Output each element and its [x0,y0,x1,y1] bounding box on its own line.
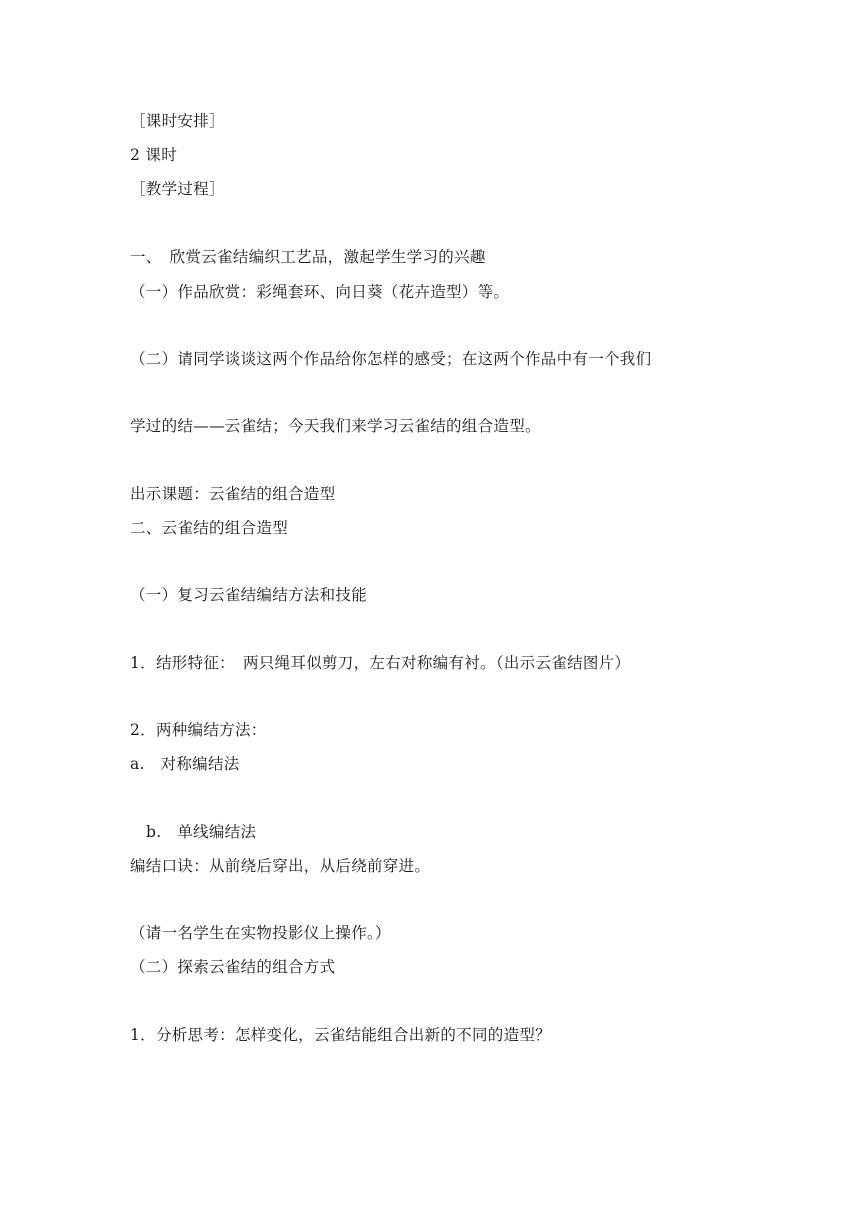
method-b-item: b. 单线编结法 [146,823,257,841]
class-hours-text: 2 课时 [130,146,177,164]
student-operation-note: （请一名学生在实物投影仪上操作。） [130,924,391,942]
part-two-heading: 二、云雀结的组合造型 [130,519,289,537]
analysis-question: 1．分析思考：怎样变化，云雀结能组合出新的不同的造型？ [130,1026,551,1044]
explore-subheading: （二）探索云雀结的组合方式 [130,958,336,976]
knot-feature-item: 1．结形特征： 两只绳耳似剪刀，左右对称编有衬。（出示云雀结图片） [130,654,631,672]
review-subheading: （一）复习云雀结编结方法和技能 [130,586,368,604]
appreciation-item: （一）作品欣赏：彩绳套环、向日葵（花卉造型）等。 [130,283,510,301]
part-one-heading: 一、 欣赏云雀结编织工艺品，激起学生学习的兴趣 [130,248,486,266]
section-heading-schedule: ［课时安排］ [130,112,225,130]
topic-announcement: 出示课题：云雀结的组合造型 [130,485,336,503]
two-methods-item: 2．两种编结方法： [130,721,267,739]
discussion-paragraph-line-1: （二）请同学谈谈这两个作品给你怎样的感受；在这两个作品中有一个我们 [130,350,652,368]
discussion-paragraph-line-2: 学过的结——云雀结；今天我们来学习云雀结的组合造型。 [130,417,541,435]
knotting-rhyme: 编结口诀：从前绕后穿出，从后绕前穿进。 [130,857,431,875]
method-a-item: a. 对称编结法 [130,755,240,773]
section-heading-process: ［教学过程］ [130,180,225,198]
